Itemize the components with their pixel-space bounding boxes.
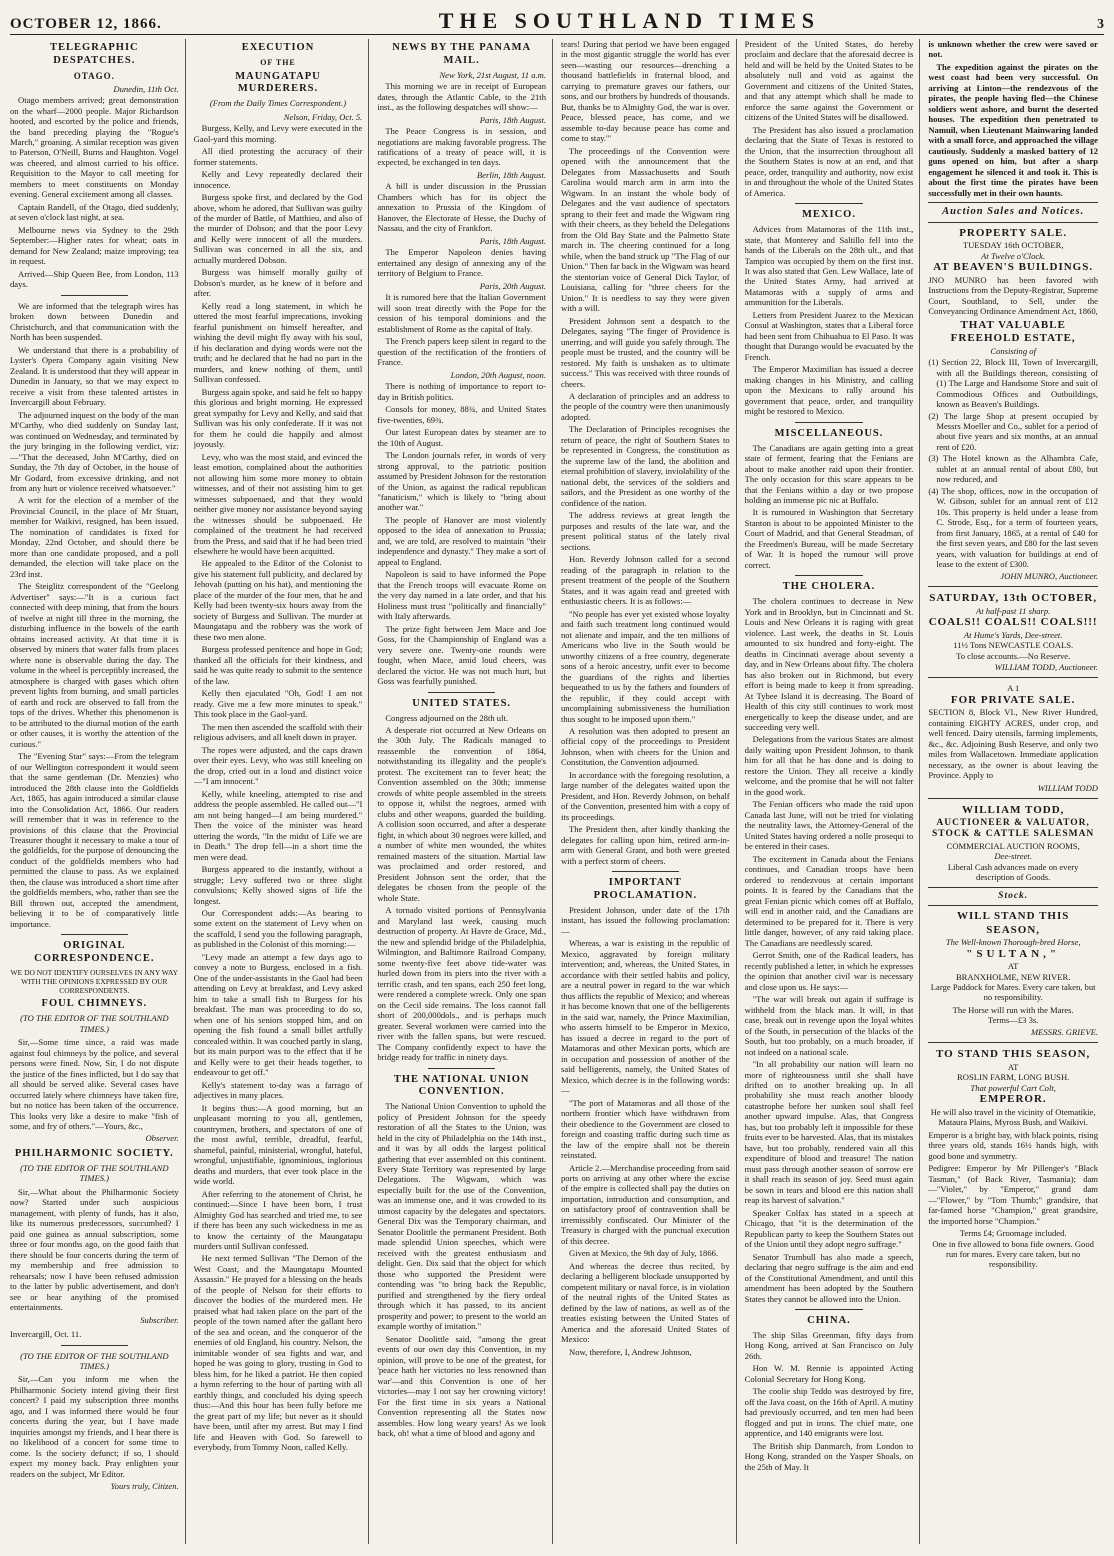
section-heading: THE NATIONAL UNION CONVENTION. bbox=[393, 1073, 530, 1098]
advertisement-auctioneer bbox=[928, 804, 1098, 883]
ad-consisting: Consisting of bbox=[990, 345, 1036, 356]
section-heading: Auction Sales and Notices. bbox=[928, 202, 1098, 223]
article-paragraph: tears! During that period we have been engaged in the most gigantic struggle the world has ever seen—wasting our resources—drenching a thousand battlefields in fraternal blood, and carrying to premature graves our fathers, our sons, and our brothers by hundreds of thousands. But, thanks be to Almighty God, the war is over. Peace, blessed peace, has come, and we assemble to-day because peace has come and come to stay.'" bbox=[561, 39, 730, 144]
article-paragraph: Whereas, a war is existing in the republic of Mexico, aggravated by foreign military intervention; and, whereas, the United States, in accordance with their settled habits and policy, are a neutral power in regard to the war which thus afflicts the republic of Mexico; and whereas it has become known that one of the belligerents in the said war, namely, the Prince Maximilian, who asserts himself to be Emperor in Mexico, has issued a decree in regard to the port of Matamoras and other Mexican ports, which are in occupation and possession of another of the said belligerents, namely, the United States of Mexico, which decree is in the following words:— bbox=[561, 938, 730, 1096]
article-paragraph: He appealed to the Editor of the Colonist to give his statement full publicity, and declared by Jehovah (putting on his hat), and mentioning the place of the murder of the four men, that he and Kelly had been twenty-six hours away from the society of Burgess and Sullivan. The murder at Maungatapu and the robbery was the work of these two men alone. bbox=[193, 558, 363, 642]
ad-terms: Terms £4; Groomage included. bbox=[959, 1228, 1067, 1239]
dateline: Paris, 18th August. bbox=[479, 235, 546, 246]
divider bbox=[428, 1068, 495, 1069]
article-paragraph: In accordance with the foregoing resolution, a large number of the delegates waited upon the President, and Hon. Reverdy Johnson, on behalf of the Convention, presented him with a copy of its proceedings. bbox=[561, 769, 730, 822]
article-paragraph: The people of Hanover are most violently opposed to the idea of annexation to Prussia; and, we are told, are resolved to maintain "their independence and dynasty." They make a sort of appeal to England. bbox=[377, 514, 546, 567]
article-paragraph: The British ship Danmarch, from London to Hong Kong, stranded on the Yasper Shoals, on the 25th of May. It bbox=[744, 1440, 914, 1472]
ad-title: PROPERTY SALE. bbox=[959, 227, 1068, 240]
letter-heading: PHILHARMONIC SOCIETY. bbox=[14, 1147, 174, 1159]
ad-terms: To close accounts.—No Reserve. bbox=[956, 650, 1071, 661]
dateline: Dunedin, 11th Oct. bbox=[113, 83, 179, 94]
ad-time: At half-past 11 sharp. bbox=[976, 605, 1051, 616]
ad-description: Emperor is a bright bay, with black points, rising three years old, stands 16½ hands high, with good bone and symmetry. bbox=[928, 1129, 1098, 1161]
article-paragraph: Now, therefore, I, Andrew Johnson, bbox=[569, 1346, 692, 1357]
article-paragraph: Otago members arrived; great demonstration on the wharf—2000 people. Major Richardson hooted, and escorted by the police and friends, the band preceding playing the "Rogue's March," groaning. A similar reception was given to Paterson, O'Neill, Burns and Haughton. Vogel was cheered, and almost carried to his office. Requisition to the Mayor to call meeting for members to meet constituents on Monday evening. General excitement among all classes. bbox=[10, 95, 179, 200]
article-paragraph: Kelly, while kneeling, attempted to rise and address the people assembled. He called out—"I am not being hanged—I am being murdered." Then the voice of the minister was heard uttering the words, "In the midst of Life we are in Death." The drop fell—in a short time the men were dead. bbox=[193, 788, 363, 862]
dateline: Nelson, Friday, Oct. 5. bbox=[283, 111, 363, 122]
issue-date: OCTOBER 12, 1866. bbox=[10, 16, 162, 32]
dateline: Paris, 18th August. bbox=[479, 114, 546, 125]
letter-body: Sir,—What about the Philharmonic Society now? Started under such auspicious management, with plenty of funds, has it also, like its numerous predecessors, succumbed? I paid one guinea as annual subscription, some three or four months ago, on the good faith that there should be four concerts during the term of my membership and free admission to rehearsals; now I have been refused admission to the latter by public advertisement, and don't see or hear anything of the promised entertainments. bbox=[10, 1186, 179, 1313]
letter-signature: Yours truly, Citizen. bbox=[110, 1481, 179, 1492]
article-paragraph: Kelly's statement to-day was a farrago of adjectives in many places. bbox=[193, 1079, 363, 1101]
article-paragraph: Napoleon is said to have informed the Pope that the French troops will evacuate Rome on the very day named in a late order, and that his Holiness must trust "politically and financially" with Italy afterwards. bbox=[377, 569, 546, 622]
article-paragraph: Hon. Reverdy Johnson called for a second reading of the paragraph in relation to the present treatment of the people of the Southern States, and it was again read and greeted with enthusiastic cheers. It is as follows:— bbox=[561, 554, 730, 607]
ad-list-item: (4) The shop, offices, now in the occupation of W. Gibson, sublet for an annual rent of £12 10s. This property is held under a lease from C. Strode, Esq., for a term of fourteen years, from first January, 1865, at a rental of £40 for the first seven years, and £80 for the last seven years, with valuation for buildings at end of lease to the extent of £300. bbox=[928, 485, 1098, 570]
ad-body: 11½ Tons NEWCASTLE COALS. bbox=[953, 640, 1074, 651]
ad-title: FOR PRIVATE SALE. bbox=[950, 693, 1076, 706]
article-paragraph: The Canadians are again getting into a great state of ferment, fearing that the Fenians are about to make another raid upon their frontier. The only occasion for this scare appears to be that the Fenians within a day or two propose holding an immense pic nic at Buffalo. bbox=[744, 442, 914, 505]
ad-signature: WILLIAM TODD bbox=[1037, 782, 1098, 793]
dateline: Berlin, 18th August. bbox=[476, 169, 546, 180]
article-paragraph: The prize fight between Jem Mace and Joe Goss, for the Championship of England was a very severe one. Twenty-one rounds were fought, when Mace, amid loud cheers, was declared the victor. He was not much hurt, but Goss was fearfully punished. bbox=[377, 623, 546, 687]
article-paragraph: is unknown whether the crew were saved or not. bbox=[928, 39, 1098, 60]
article-paragraph: Senator Trumbull has also made a speech, declaring that negro suffrage is the aim and end of the Constitutional Amendment, and until this amendment has been adopted by the Southern States they cannot be allowed into the Union. bbox=[744, 1251, 914, 1304]
article-paragraph: This morning we are in receipt of European dates, through the Atlantic Cable, to the 21th inst., as the following despatches will show:— bbox=[377, 81, 546, 113]
ad-signature: MESSRS. GRIEVE. bbox=[1030, 1026, 1098, 1037]
article-paragraph: Consols for money, 88¾, and United States five-twenties, 69¾. bbox=[377, 404, 546, 425]
divider bbox=[795, 1309, 862, 1310]
ad-note: The Horse will run with the Mares. bbox=[952, 1004, 1074, 1015]
article-paragraph: Our latest European dates by steamer are to the 10th of August. bbox=[377, 427, 546, 448]
dateline: London, 20th August, noon. bbox=[450, 369, 546, 380]
article-paragraph: Kelly then ejaculated "Oh, God! I am not ready. Give me a few more minutes to speak." This took place in the Gaol-yard. bbox=[193, 688, 363, 720]
article-paragraph: A resolution was then adopted to present an official copy of the proceedings to President Johnson, when with cheers for the Union and Constitution, the Convention adjourned. bbox=[561, 726, 730, 768]
ad-at: AT bbox=[1007, 1061, 1019, 1072]
advertisement-coals bbox=[928, 592, 1098, 672]
article-paragraph: Gerrot Smith, one of the Radical leaders, has recently published a letter, in which he expresses the opinion that another civil war is necessary and close upon us. He says:— bbox=[744, 950, 914, 992]
article-paragraph: The expedition against the pirates on the west coast had been very successful. On arriving at Linton—the rendezvous of the pirates, the people having fled—the Chinese soldiers went ashore, and burnt the deserted houses. The expedition then penetrated to Namuil, when Lieutenant Mainwaring landed with a small force, and approached the village cautiously. Suddenly a masked battery of 12 guns opened on him, but after a sharp engagement he silenced it and took it. This is about the first time the pirates have been successfully met in their own haunts. bbox=[928, 61, 1098, 198]
article-paragraph: Melbourne news via Sydney to the 29th September:—Higher rates for wheat; oats in demand for New Zealand; maize improving; tea in request. bbox=[10, 224, 179, 267]
article-paragraph: Burgess spoke first, and declared by the God above, whom he adored, that Sullivan was guilty of the murder of Battle, of Matthieu, and also of the murder of Dobson; and that the poor Levy and Kelly were innocent of all the murders. Sullivan was concerned in all the six, and actually murdered Dobson. bbox=[193, 192, 363, 265]
divider bbox=[61, 934, 128, 935]
article-paragraph: A declaration of principles and an address to the people of the country were then unanimously adopted. bbox=[561, 390, 730, 422]
section-heading: IMPORTANT PROCLAMATION. bbox=[593, 877, 698, 902]
column-1 bbox=[10, 39, 186, 1544]
article-paragraph: The Peace Congress is in session, and negotiations are making favorable progress. The ratifications of a treaty of peace will, it is expected, be exchanged in ten days. bbox=[377, 126, 546, 168]
divider bbox=[612, 871, 679, 872]
ad-place: At Hume's Yards, Dee-street. bbox=[963, 629, 1063, 640]
section-heading: UNITED STATES. bbox=[412, 697, 512, 709]
ad-list-item: (2) The large Shop at present occupied by Messrs Moeller and Co., sublet for a period of about five years and six months, at an annual rent of £20. bbox=[928, 410, 1098, 452]
dateline: Paris, 20th August. bbox=[479, 280, 546, 291]
article-paragraph: A writ for the election of a member of the Provincial Council, in the place of Mr Stuart, member for Waikivi, resigned, has been issued. The nomination of candidates is fixed for Monday, 22nd October, and should there be more than one candidate proposed, and a poll demanded, the election will take place on the 23rd inst. bbox=[10, 495, 179, 579]
to-editor: (TO THE EDITOR OF THE SOUTHLAND TIMES.) bbox=[20, 1013, 169, 1034]
article-paragraph: Kelly read a long statement, in which he uttered the most fearful imprecations, invoking fearful punishment on himself hereafter, and wishing the devil might fly away with his soul, if his declaration and dying words were not the truth; and he declared that he had no part in the murders, and knew nothing of them, until Sullivan confessed. bbox=[193, 300, 363, 385]
article-paragraph: It is rumored here that the Italian Government will soon treat directly with the Pope for the cession of his temporal dominions and the establishment of Rome as the capital of Italy. bbox=[377, 292, 546, 334]
column-3 bbox=[377, 39, 553, 1544]
article-heading: EXECUTION bbox=[241, 42, 315, 53]
ad-title: COALS!! COALS!! COALS!!! bbox=[928, 616, 1098, 629]
article-paragraph: The ropes were adjusted, and the caps drawn over their eyes. Levy, who was still kneeling on the drop, cried out in a loud and distinct voice —"I am innocent." bbox=[193, 744, 363, 787]
ad-line: Dee-street. bbox=[994, 851, 1032, 862]
ad-time: At Twelve o'Clock. bbox=[981, 250, 1046, 261]
sub-heading: OTAGO. bbox=[73, 70, 115, 81]
article-paragraph: "The war will break out again if suffrage is withheld from the black man. It will, in that case, break out in revenge upon the loyal whites of the South, in persecution of the blacks of the South, but too probably, on a much broader, if not indeed on a national scale. bbox=[744, 994, 914, 1057]
article-heading-of: OF THE bbox=[260, 57, 296, 67]
divider bbox=[928, 798, 1098, 799]
article-paragraph: After referring to the atonement of Christ, he continued:—Since I have been born, I trust Almighty God has searched and tried me, to see if there has been any such wickedness in me as to know the certainty of the Maungatapu murders until Sullivan confessed. bbox=[193, 1188, 363, 1251]
article-paragraph: He next termed Sullivan "The Demon of the West Coast, and the Maungatapu Mounted Assassin." He prayed for a blessing on the heads of the people of Nelson for their efforts to discover the bodies of the murdered men. He praised what had taken place on the part of the people of the town named after the gallant hero of the sea and ocean, and the conqueror of the enemies of old England, his country. Nelson, the inimitable wonder of sea fights and war, and hoped he was going to glory, trusting in God to bless him, for he liked a patriot. He then copied a hymn referring to the hour of parting with all earthly things, and concluded his dying speech thus:—And this hour has been fully before me the great part of my life; but never as it should have been, until after my arrest. But may I find life and Heaven with God. So farewell to everybody, from Tommy Noon, called Kelly. bbox=[193, 1253, 363, 1453]
section-heading: MISCELLANEOUS. bbox=[774, 427, 884, 439]
article-paragraph: All died protesting the accuracy of their former statements. bbox=[193, 146, 363, 167]
article-paragraph: "In all probability our nation will learn no more of righteousness until she shall have drifted on to another breaking up. In all probability she must reach another bloody catastrophe before her sunken soul shall feel another upward impulse. Alas, that Congress has, but too probably left it impossible for these fruits ever to be harvested. Alas, that its mistakes have, but too probably, rendered vain all this expenditure of blood and treasure! The nation must pass through another season of sorrow ere it shall reach its season of joy. Seed must again be sown in tears and blood ere this nation shall reap its harvest of salvation." bbox=[744, 1059, 914, 1206]
article-paragraph: We understand that there is a probability of Lyster's Opera Company again visiting New Zealand. It is understood that they will appear in Dunedin in January, so that we may expect to receive a visit from these talented artistes in Invercargill about February. bbox=[10, 344, 179, 408]
divider bbox=[928, 586, 1098, 587]
letter-body: Sir,—Can you inform me when the Philharmonic Society intend giving their first concert? I paid my subscription three months ago, and I was informed there would be four concerts during the year, but I have made inquiries amongst my friends, and I hear there is no likelihood of a concert for some time to come. Is the society defunct; if so, I should expect my money back. Pray enlighten your readers on the subject, Mr Editor. bbox=[10, 1374, 179, 1479]
divider bbox=[428, 692, 495, 693]
page-number: 3 bbox=[1097, 17, 1104, 32]
article-paragraph: Hon W. M. Rennie is appointed Acting Colonial Secretary for Hong Kong. bbox=[744, 1363, 914, 1384]
ad-at: AT bbox=[1007, 961, 1019, 972]
article-paragraph: The Steiglitz correspondent of the "Geelong Advertiser" says:—"It is a curious fact connected with deep mining, that from the hours of twelve at night till three in the morning, the disturbing influence in the bowels of the earth obtains increased activity. At that time it is observed by miners that water falls from places where none is observable during the day. The volume in the wheel is perceptibly increased, the atmosphere is charged with gases which often prevent lights from burning, and small particles of earth and rock are observed to fall from the tops of the drives. Whether this phenomenon is to be attributed to the diurnal motion of the earth or other causes, it is worthy the attention of the curious." bbox=[10, 581, 179, 749]
section-heading: TELEGRAPHIC DESPATCHES. bbox=[50, 42, 139, 66]
ad-title: WILL STAND THIS SEASON, bbox=[956, 910, 1070, 936]
article-paragraph: "Levy made an attempt a few days ago to convey a note to Burgess, enclosed in a fish. One of the under-assistants in the Gaol had been attending on Levy at breakfast, and Levy asked him to take a small fish to Burgess for his breakfast. The man was proceeding to do so, when one of his seniors stopped him, and on opening the fish found a small billet artfully concealed within. It was couched partly in slang, but its main purport was to the effect that if he and Kelly were to get their heads together, to endeavour to get off." bbox=[193, 951, 363, 1078]
article-paragraph: "The port of Matamoras and all those of the northern frontier which have withdrawn from their obedience to the Government are closed to foreign and coasting traffic during such time as the law of the empire shall not be therein reinstated. bbox=[561, 1097, 730, 1161]
article-paragraph: President of the United States, do hereby proclaim and declare that the aforesaid decree is held and will be held by the United States to be absolutely null and void as against the Government and citizens of the United States, and that any attempt which shall be made to enforce the same against the Government or citizens of the United States will be disallowed. bbox=[744, 39, 914, 123]
column-5 bbox=[745, 39, 921, 1544]
article-paragraph: The Fenian officers who made the raid upon Canada last June, will not be tried for violating the neutrality laws, the Attorney-General of the United States having ordered a nolle prosequi to be entered in their cases. bbox=[744, 799, 914, 852]
advertisement-sultan bbox=[928, 910, 1098, 1037]
ad-section-tag: Stock. bbox=[928, 887, 1098, 907]
article-paragraph: Congress adjourned on the 28th ult. bbox=[385, 712, 509, 723]
divider bbox=[61, 1345, 128, 1346]
ad-body: Large Paddock for Mares. Every care taken, but no responsibility. bbox=[930, 982, 1096, 1003]
article-heading-main: MAUNGATAPU MURDERERS. bbox=[235, 70, 321, 95]
article-paragraph: Speaker Colfax has stated in a speech at Chicago, that "it is the determination of the Republican party to keep the Southern States out of the Union until they adopt negro suffrage." bbox=[744, 1207, 914, 1250]
article-paragraph: And whereas the decree thus recited, by declaring a belligerent blockade unsupported by competent military or naval force, is in violation of the neutral rights of the United States as defined by the law of nations, as well as of the treaties existing between the United States of America and the aforesaid United States of Mexico: bbox=[561, 1260, 730, 1345]
ad-note: One in five allowed to bona fide owners. Good run for mares. Every care taken, but no responsibility. bbox=[932, 1238, 1094, 1270]
article-source: (From the Daily Times Correspondent.) bbox=[209, 98, 347, 109]
article-paragraph: The Emperor Napoleon denies having entertained any design of annexing any of the territory of Belgium to France. bbox=[377, 247, 546, 279]
article-paragraph: Article 2.—Merchandise proceeding from said ports on arriving at any other where the excise of the empire is collected shall pay the duties on importation, introduction and consumption, and on satisfactory proof of contravention shall be irremissibly confiscated. Our Minister of the Treasury is charged with the punctual execution of this decree. bbox=[561, 1162, 730, 1246]
article-paragraph: The Emperor Maximilian has issued a decree making changes in his Ministry, and calling upon the Mexicans to rally around his government that peace, order, and tranquility might be restored to Mexico. bbox=[744, 364, 914, 417]
article-paragraph: It begins thus:—A good morning, but an unpleasant morning to you all, gentlemen, countrymen, brothers, and spectators of one of the most awful, terrible, dreadful, fearful, shameful, painful, ministerial, wrongful, hateful, wrongful, unjustifiable, ignominious, inglorious deaths and murders, that ever took place in the wide world. bbox=[193, 1102, 363, 1187]
article-paragraph: The men then ascended the scaffold with their religious advisers, and all knelt down in prayer. bbox=[193, 721, 363, 743]
article-paragraph: The ship Silas Greenman, fifty days from Hong Kong, arrived at San Francisco on July 26th. bbox=[744, 1329, 914, 1361]
ad-name: WILLIAM TODD, bbox=[961, 804, 1065, 817]
article-paragraph: President Johnson sent a despatch to the Delegates, saying "The finger of Providence is unerring, and will guide you safely through. The people must be trusted, and the country will be restored. My faith is unshaken as to ultimate success." This was received with three rounds of cheers. bbox=[561, 315, 730, 389]
letter-signature: Subscriber. bbox=[140, 1314, 179, 1325]
ad-horse: "SULTAN," bbox=[966, 947, 1061, 960]
ad-place: AT BEAVEN'S BUILDINGS. bbox=[933, 261, 1094, 274]
article-paragraph: The cholera continues to decrease in New York and in Brooklyn, but in Cincinnati and St. Louis and New Orleans it is raging with great violence. Last week, the deaths in St. Louis amounted to six hundred and forty-eight. The deaths in Cincinnati average about seventy a day, and in New Orleans about fifty. The cholera has also broken out in Richmond, but every effort is being made to keep it from spreading. At Tybee Island it is decreasing. The Board of Health of this city still continues to work most energetically to keep the disease under, and are succeeding very well. bbox=[744, 596, 914, 732]
disclaimer: WE DO NOT IDENTIFY OURSELVES IN ANY WAY WITH THE OPINIONS EXPRESSED BY OUR CORRESPONDENTS. bbox=[10, 967, 179, 996]
letter-heading: FOUL CHIMNEYS. bbox=[41, 998, 148, 1010]
article-paragraph: The coolie ship Teddo was destroyed by fire, off the Java coast, on the 16th of April. A mutiny had previously occurred, and ten men had been flogged and put in irons. The chief mate, one apprentice, and 140 emigrants were lost. bbox=[744, 1386, 914, 1439]
article-paragraph: A tornado visited portions of Pennsylvania and Maryland last week, causing much destruction of property. At Havre de Grace, Md., the new and splendid bridge of the Philadelphia, Wilmington, and Baltimore Railroad Company, some twenty-five feet above tide-water was hurled down from its piers into the river with a terrific crash, and ten spans, each 250 feet long, were rendered a complete wreck. Only one span on the Cecil side remains. The loss cannot fall short of 200,000dols., and is perhaps much greater. Several workmen were carried into the river with the fallen spans, but were rescued. The Company confidently expect to have the bridge ready for traffic in ninety days. bbox=[377, 905, 546, 1063]
ad-body: Liberal Cash advances made on every description of Goods. bbox=[947, 861, 1079, 883]
ad-tag: A 1 bbox=[1007, 683, 1020, 694]
article-paragraph: Delegations from the various States are almost daily waiting upon President Johnson, to thank him for all that he has done and is doing to restore the Union. They all receive a kindly welcome, and the promise that he will not falter in the good work. bbox=[744, 734, 914, 797]
ad-sub: The Well-known Thorough-bred Horse, bbox=[945, 937, 1081, 948]
section-heading: MEXICO. bbox=[802, 209, 856, 221]
article-paragraph: The London journals refer, in words of very strong approval, to the patriotic position assumed by President Johnson for the restoration of the Union, as against the radical republican "fanaticism," which is likely to "bring about another war." bbox=[377, 450, 546, 513]
article-paragraph: The proceedings of the Convention were opened with the announcement that the Delegates from Massachusetts and South Carolina would march arm in arm into the Wigwam. In an instant the whole body of Delegates and the vast audience of spectators sprang to their feet and made the Wigwam ring with their cheers, as they beheld the Delegations from the Old Bay State and the Palmetto State march in. The cheering continued for a long while, when the band struck up "The Flag of our Union." Then far back in the Wigwam was heard the stentorian voice of General Dick Taylor, of Louisiana, calling for "three cheers for the Union." It is needless to say they were given with a will. bbox=[561, 145, 730, 314]
dateline: New York, 21st August, 11 a.m. bbox=[439, 69, 546, 80]
columns bbox=[10, 39, 1104, 1544]
ad-subject: THAT VALUABLE FREEHOLD ESTATE, bbox=[950, 318, 1076, 345]
article-paragraph: Letters from President Juarez to the Mexican Consul at Washington, states that a Liberal force had been sent from Chihuahua to El Paso. It was thought that Durango would be evacuated by the French. bbox=[744, 309, 914, 362]
article-paragraph: There is nothing of importance to report to-day in British politics. bbox=[377, 381, 546, 402]
letter-place: Invercargill, Oct. 11. bbox=[10, 1329, 82, 1340]
ad-body: JNO MUNRO has been favored with Instructions from the Deputy-Registrar, Supreme Court, Southland, to Sell, under the Conveyancing Ordinance Amendment Act, 1860, bbox=[928, 274, 1098, 317]
article-paragraph: Levy, who was the most staid, and evinced the least emotion, complained about the authorities not allowing him some more money to obtain witnesses, and of their not assisting him to get witnesses subpoenaed, and that they would neither give money nor assistance beyond saying the witnesses should be subpoenaed. He complained of the treatment he had received from the Press, and said that if he had been tried elsewhere he would have been acquitted. bbox=[193, 451, 363, 556]
column-4 bbox=[561, 39, 737, 1544]
article-paragraph: The National Union Convention to uphold the policy of President Johnson for the speedy restoration of all the States to the Union, was held in the city of Philadelphia on the 14th inst., and it was by all odds the largest political gathering that ever assembled on this continent. Every State Territory was represented by large Delegations. The Wigwam, which was especially built for the use of the Convention, was an immense one, and it was crowded to its utmost capacity by the delegates and spectators. General Dix was the Temporary chairman, and Senator Doolittle the permanent President. Both made splendid Union speeches, which were received with the greatest enthusiasm and delight. Gen. Dix said that the object for which those who supported the President were contending was "to bring back the Republic, purified and strengthened by the fiery ordeal through which it has passed, to its ancient prosperity and power; to present to the world an example worthy of imitation." bbox=[377, 1101, 546, 1332]
article-paragraph: A desperate riot occurred at New Orleans on the 30th July. The Radicals managed to reassemble the convention of 1864, notwithstanding its illegality and the people's protest. The excitement ran to fever heat; the Convention assembled on the 30th; immense crowds of white people assembled in the streets to oppose it, whilst the negroes, armed with clubs and other weapons, guarded the building. A collision soon occurred, and after a desperate fight, in which about 30 negroes were killed, and a number of white men wounded, the whites remained masters of the situation. Martial law was proclaimed and order restored, and President Johnson sent the order, that the delegates be chosen from the people of the whole State. bbox=[377, 725, 546, 903]
article-paragraph: "No people has ever yet existed whose loyalty and faith such treatment long continued would not alienate and impair, and the ten millions of Americans who live in the South would be unworthy citizens of a free country, degenerate sons of a heroic ancestry, unfit ever to become the guardians of the rights and liberties bequeathed to us by the fathers and founders of the republic, if they could accept with uncomplaining submissiveness the humiliation thus sought to be imposed upon them." bbox=[561, 608, 730, 724]
ad-title: TO STAND THIS SEASON, bbox=[936, 1048, 1091, 1061]
article-paragraph: The adjourned inquest on the body of the man M'Carthy, who died suddenly on Sunday last, was continued on Wednesday, and terminated by the jury bringing in the following verdict, viz:—"That the deceased, John M'Carthy, died on Sunday, the 7th day of October, in the house of Mr Godard, from excessive drinking, and not from any hurt or violence received whatsoever." bbox=[10, 409, 179, 493]
article-paragraph: The President has also issued a proclamation declaring that the State of Texas is restored to the Union, that the insurrection throughout all the Southern States is now at an end, and that peace, order, tranquility and authority, now exist in and throughout the whole of the United States of America. bbox=[744, 124, 914, 198]
ad-place: BRANXHOLME, NEW RIVER. bbox=[955, 971, 1071, 982]
article-paragraph: The President then, after kindly thanking the delegates for calling upon him, retired arm-in-arm with General Grant, and both were greeted with a perfect storm of cheers. bbox=[561, 824, 730, 866]
article-paragraph: Advices from Matamoras of the 11th inst., state, that Monterey and Saltillo fell into the hands of the Liberals on the 28th ult., and that Tampico was occupied by them on the first inst. It was also stated that Gen. Lew Wallace, late of the United States Army, had arrived at Matamoras with a supply of arms and ammunition for the Liberals. bbox=[744, 224, 914, 308]
article-paragraph: Kelly and Levy repeatedly declared their innocence. bbox=[193, 169, 363, 190]
divider bbox=[795, 422, 862, 423]
ad-body: SECTION 8, Block VI., New River Hundred, containing EIGHTY ACRES, under crop, and well fenced. Dairy utensils, farming implements, &c., &c. Adjoining Bush Reserve, and only two miles from Wallacetown. Immediate application necessary, as the owner is about leaving the Province. Apply to bbox=[928, 707, 1098, 781]
article-paragraph: Burgess again spoke, and said he felt so happy this glorious and bright morning. He expressed great sympathy for Levy and Kelly, and said that Sullivan was his only confederate. If it was not for them he could die happily and almost joyously. bbox=[193, 386, 363, 450]
article-paragraph: Our Correspondent adds:—As bearing to some extent on the statement of Levy when on the scaffold, I send you the following paragraph, as published in the Colonist of this morning:— bbox=[193, 907, 363, 950]
article-paragraph: The Declaration of Principles recognises the return of peace, the right of Southern States to be represented in Congress, the constitution as the supreme law of the land, the abolition and eternal prohibition of slavery, inviolability of the national debt, the services of the soldiers and sailors, and the President as one worthy of the confidence of the nation. bbox=[561, 424, 730, 508]
article-paragraph: The French papers keep silent in regard to the question of the rectification of the frontiers of France. bbox=[377, 336, 546, 368]
ad-sub: That powerful Cart Colt, bbox=[970, 1082, 1056, 1093]
advertisement-property-sale bbox=[928, 227, 1098, 581]
ad-pedigree: Pedigree: Emperor by Mr Pillenger's "Black Tasman," (of Back River, Tasmania); dam—"Violet," by "Emperor," grand dam—"Flower," by "Tom Thumb;" grandsire, that far-famed horse "Champion," great grandsire, the imported horse "Champion." bbox=[928, 1163, 1098, 1226]
article-paragraph: The address reviews at great length the purposes and results of the late war, and the present political status of the lately rival sections. bbox=[561, 510, 730, 552]
article-paragraph: The excitement in Canada about the Fenians continues, and Canadian troops have been ordered to rendezvous at certain important points. It is feared by the Canadians that the great Fenian picnic which comes off at Buffalo, will end in another raid, and the Canadians are determined to be prepared for it. There is very little danger, however, of any raid taking place. The Canadians are needlessly scared. bbox=[744, 853, 914, 948]
ad-date: SATURDAY, 13th OCTOBER, bbox=[929, 592, 1098, 605]
article-paragraph: Captain Randell, of the Otago, died suddenly, at seven o'clock last night, at sea. bbox=[10, 201, 179, 223]
ad-body: He will also travel in the vicinity of Otematikie, Mataura Plains, Myross Bush, and Waikivi. bbox=[930, 1106, 1096, 1128]
ad-terms: Terms—£3 3s. bbox=[987, 1015, 1039, 1026]
article-paragraph: The "Evening Star" says:—From the telegram of our Wellington correspondent it would seem that the same gentleman (Dr. Menzies) who introduced the 28th clause into the Goldfields Act, 1865, has again introduced a similar clause into the Consolidation Act, 1866. Our readers will remember that it was in reference to the provisions of this clause that the Provincial Treasurer thought it necessary to make a tour of the goldfields, for the purpose of denouncing the conduct of the goldfields members who had permitted the clause to pass. As we explained then, the clause was introduced a short time after the goldfields members, who, rather than see the Bill thrown out, accepted the amendment, believing it to be of comparatively little importance. bbox=[10, 751, 179, 929]
newspaper-title: THE SOUTHLAND TIMES bbox=[438, 8, 821, 33]
advertisement-private-sale bbox=[928, 683, 1098, 793]
divider bbox=[795, 203, 862, 204]
article-paragraph: Burgess appeared to die instantly, without a struggle; Levy suffered two or three slight convulsions; Kelly showed signs of life the longest. bbox=[193, 864, 363, 906]
section-heading: THE CHOLERA. bbox=[782, 581, 876, 593]
advertisement-emperor bbox=[928, 1048, 1098, 1270]
to-editor: (TO THE EDITOR OF THE SOUTHLAND TIMES.) bbox=[20, 1350, 169, 1371]
section-heading: NEWS BY THE PANAMA MAIL. bbox=[392, 42, 532, 66]
ad-line: STOCK & CATTLE SALESMAN bbox=[932, 829, 1095, 840]
ad-list-item: (1) Section 22, Block III, Town of Invercargill, with all the Buildings thereon, consisting of (1) The Large and Handsome Store and suit of Commodious Offices and Outbuildings, known as Beaven's Buildings. bbox=[928, 357, 1098, 410]
ad-line: AUCTIONEER & VALUATOR, bbox=[936, 817, 1090, 828]
divider bbox=[928, 1042, 1098, 1043]
ad-signature: JOHN MUNRO, Auctioneer. bbox=[1000, 570, 1098, 581]
article-paragraph: President Johnson, under date of the 17th instant, has issued the following proclamation:— bbox=[561, 904, 730, 936]
to-editor: (TO THE EDITOR OF THE SOUTHLAND TIMES.) bbox=[20, 1162, 169, 1184]
article-paragraph: It is rumoured in Washington that Secretary Stanton is about to be appointed Minister to the Court of Madrid, and that General Steadman, of the Freedmen's Bureau, will be made Secretary of War. It is hoped the rumour will prove correct. bbox=[744, 507, 914, 570]
section-heading: ORIGINAL CORRESPONDENCE. bbox=[34, 940, 155, 965]
column-6 bbox=[928, 39, 1104, 1544]
divider bbox=[61, 295, 128, 296]
article-paragraph: Burgess was himself morally guilty of Dobson's murder, as he knew of it before and after. bbox=[193, 267, 363, 299]
article-paragraph: Arrived—Ship Queen Bee, from London, 113 days. bbox=[10, 268, 179, 290]
article-paragraph: Burgess, Kelly, and Levy were executed in the Gaol-yard this morning. bbox=[193, 123, 363, 144]
column-2 bbox=[194, 39, 370, 1544]
divider bbox=[928, 677, 1098, 678]
ad-list-item: (3) The Hotel known as the Alhambra Cafe, sublet at an annual rental of about £80, but now reduced, and bbox=[928, 453, 1098, 485]
article-paragraph: Given at Mexico, the 9th day of July, 1866. bbox=[569, 1248, 719, 1259]
letter-signature: Observer. bbox=[145, 1133, 179, 1144]
ad-signature: WILLIAM TODD, Auctioneer. bbox=[994, 662, 1098, 672]
letter-body: Sir,—Some time since, a raid was made against foul chimneys by the police, and several persons were fined. Now, Sir, I do not dispute the justice of the fines inflicted, but I do say that all should be served alike. Several cases have occurred lately where chimneys have taken fire, but no notice has been taken of the occurrence. This looks very like a desire to make "fish of some, and fry of others."—Yours, &c., bbox=[10, 1037, 179, 1131]
article-paragraph: We are informed that the telegraph wires has broken down between Dunedin and Christchurch, and that communication with the North has been suspended. bbox=[10, 300, 179, 343]
divider bbox=[795, 575, 862, 576]
article-paragraph: Burgess professed penitence and hope in God; thanked all the officials for their kindness, and said he was quite ready to submit to the sentence of the law. bbox=[193, 644, 363, 686]
ad-line: COMMERCIAL AUCTION ROOMS, bbox=[946, 840, 1080, 851]
ad-horse: EMPEROR. bbox=[979, 1093, 1047, 1106]
article-paragraph: Senator Doolittle said, "among the great events of our own day this Convention, in my opinion, will prove to be one of the greatest, for 'peace hath her victories no less renowned than war'—and this Convention is one of her victories—may I not say her crowning victory! For the first time in six years a National Convention representing all the States now assembles. How long weary years! As we look back, oh! what a time of blood and agony and bbox=[377, 1333, 546, 1439]
ad-place: ROSLIN FARM, LONG BUSH. bbox=[957, 1072, 1070, 1083]
masthead bbox=[10, 8, 1104, 35]
ad-date: TUESDAY 16th OCTOBER, bbox=[962, 240, 1064, 251]
section-heading: CHINA. bbox=[807, 1315, 851, 1327]
article-paragraph: A bill is under discussion in the Prussian Chambers which has for its object the annexation to Prussia of the Kingdom of Hanover, the Electorate of Hesse, the Duchy of Nassau, and the city of Frankfort. bbox=[377, 181, 546, 234]
